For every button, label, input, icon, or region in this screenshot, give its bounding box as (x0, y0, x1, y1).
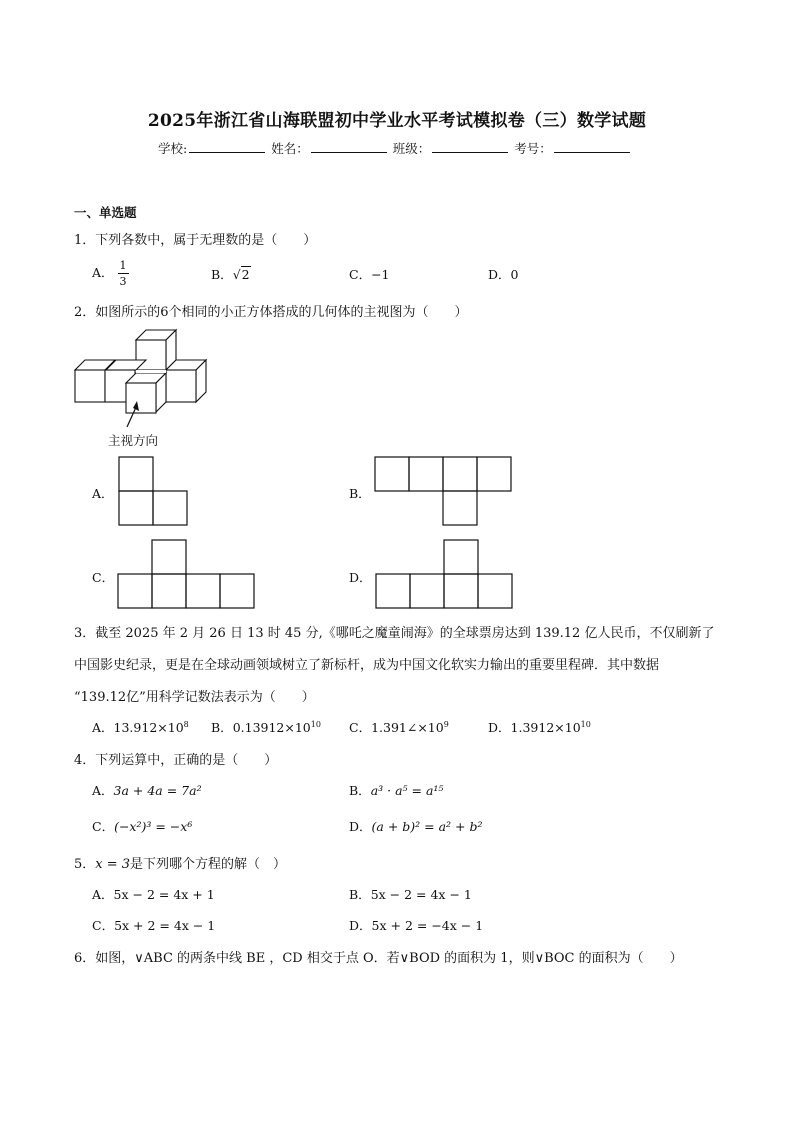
question-3-line-3: “139.12亿”用科学记数法表示为（ ） (74, 690, 315, 705)
q5-option-d[interactable]: D．5x + 2 = −4x − 1 (349, 918, 484, 933)
q4-option-d[interactable]: D．(a + b)² = a² + b² (349, 819, 483, 834)
question-6-stem: 6．如图，∨ABC 的两条中线 BE ，CD 相交于点 O．若∨BOD 的面积为 1，则∨BOC 的面积为（ ） (74, 951, 683, 966)
question-3-line-1: 3．截至 2025 年 2 月 26 日 13 时 45 分,《哪吒之魔童闹海》的全球票房达到 139.12 亿人民币，不仅刷新了 (74, 626, 715, 641)
exam-no-label: 考号： (514, 141, 552, 156)
q3-option-a[interactable]: A．$13.912\times 10^8$ (92, 719, 189, 735)
question-1-stem: 1．下列各数中，属于无理数的是（ ） (74, 233, 317, 248)
question-4-stem: 4．下列运算中，正确的是（ ） (74, 753, 278, 768)
name-label: 姓名： (271, 141, 309, 156)
view-direction-caption: 主视方向 (108, 433, 159, 448)
q1-option-d[interactable]: D．0 (488, 267, 519, 282)
q4-option-a[interactable]: A．3a + 4a = 7a² (92, 783, 202, 798)
q4-option-c[interactable]: C．(−x²)³ = −x⁶ (92, 819, 193, 834)
q2-option-a-label[interactable]: A． (92, 486, 114, 501)
school-label: 学校: (158, 141, 188, 156)
section-heading: 一、单选题 (74, 205, 137, 220)
q3-option-c[interactable]: C．$1.391\angle\times 10^9$ (349, 719, 449, 735)
page-title: 2025年浙江省山海联盟初中学业水平考试模拟卷（三）数学试题 (147, 111, 647, 131)
q1-option-c[interactable]: C．−1 (349, 267, 390, 282)
q5-option-b[interactable]: B．5x − 2 = 4x − 1 (349, 887, 472, 902)
q5-option-a[interactable]: A．5x − 2 = 4x + 1 (92, 887, 215, 902)
q1-option-a[interactable]: A． $\frac{1}{3}$ (92, 259, 127, 288)
question-2-stem: 2．如图所示的6个相同的小正方体搭成的几何体的主视图为（ ） (74, 305, 468, 320)
q3-option-b[interactable]: B．$0.13912\times 10^{10}$ (211, 719, 321, 735)
sqrt-icon: √ (232, 267, 241, 282)
q2-option-d-label[interactable]: D． (349, 570, 372, 585)
q2-option-c-label[interactable]: C． (92, 570, 115, 585)
class-label: 班级： (392, 141, 431, 156)
question-3-line-2: 中国影史纪录，更是在全球动画领域树立了新标杆，成为中国文化软实力输出的重要里程碑．其中数据 (74, 658, 660, 673)
q3-option-d[interactable]: D．$1.3912\times 10^{10}$ (488, 719, 591, 735)
q5-option-c[interactable]: C．5x + 2 = 4x − 1 (92, 918, 216, 933)
q4-option-b[interactable]: B．a³ · a⁵ = a¹⁵ (349, 783, 444, 798)
q2-option-b-label[interactable]: B． (349, 486, 371, 501)
question-5-stem: 5．x = 3是下列哪个方程的解（ ） (74, 857, 287, 872)
q1-option-b[interactable]: B．√2 (211, 267, 250, 282)
fraction: $\frac{1}{3}$ (119, 259, 127, 288)
